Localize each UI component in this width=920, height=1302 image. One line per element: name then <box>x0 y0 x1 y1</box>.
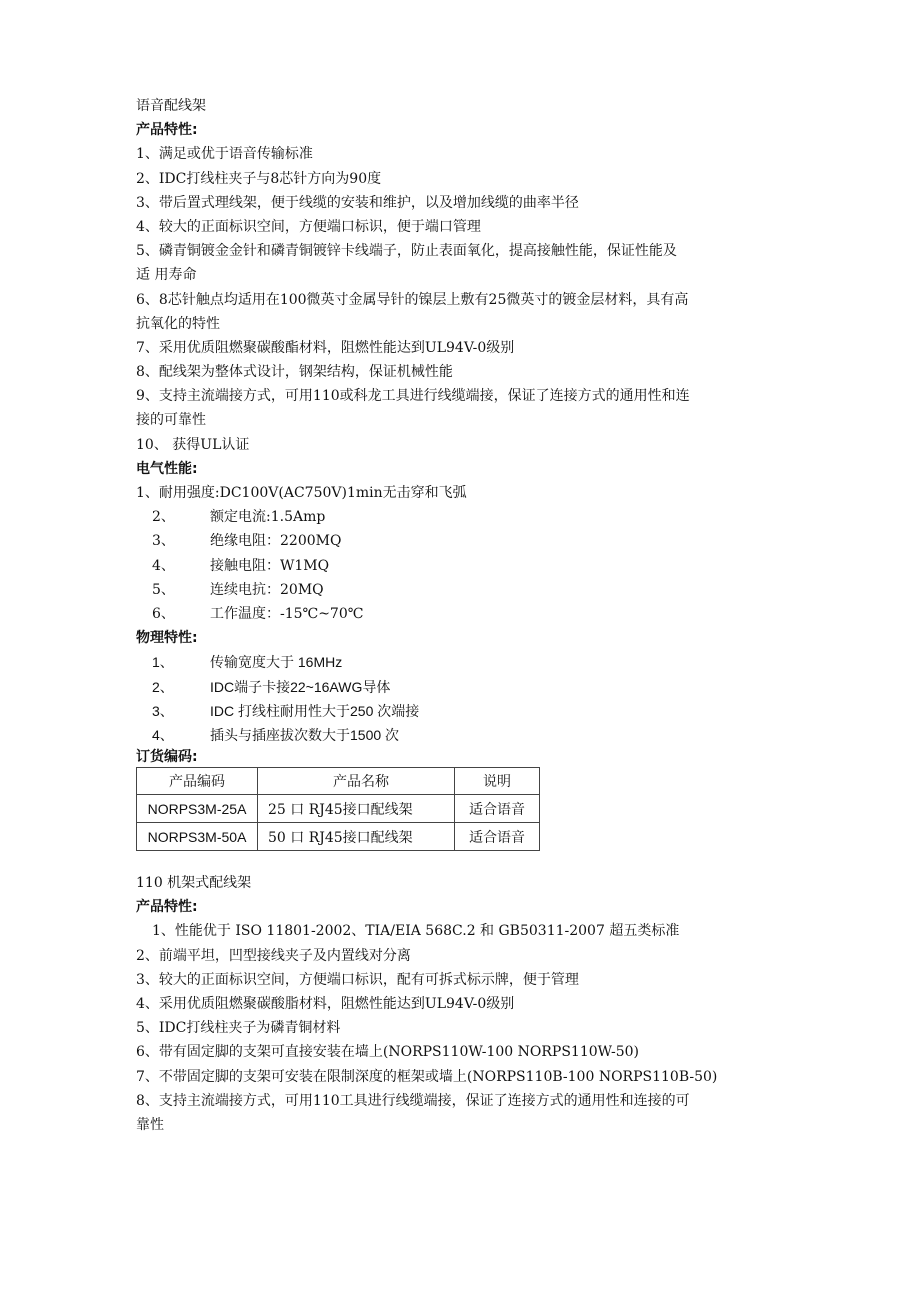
feature-line: 7、采用优质阻燃聚碳酸酯材料，阻燃性能达到UL94V-0级别 <box>136 339 515 356</box>
feature-line: 抗氧化的特性 <box>136 315 220 332</box>
item-text: 接触电阻：W1MQ <box>210 557 330 574</box>
item-text: IDC 打线柱耐用性大于250 次端接 <box>210 702 420 719</box>
item-number: 3、 <box>152 533 175 550</box>
section-title: 110 机架式配线架 <box>136 875 252 892</box>
physical-line <box>136 650 796 674</box>
feature-line: 7、不带固定脚的支架可安装在限制深度的框架或墙上(NORPS110B-100 NORPS110B-50) <box>136 1068 718 1085</box>
table-cell: 50 口 RJ45接口配线架 <box>258 823 455 851</box>
physical-line <box>136 699 796 723</box>
table-cell: NORPS3M-25A <box>137 795 258 823</box>
feature-line: 2、IDC打线柱夹子与8芯针方向为90度 <box>136 170 382 187</box>
order-heading: 订货编码: <box>136 749 198 766</box>
feature-line: 8、配线架为整体式设计，钢架结构，保证机械性能 <box>136 364 453 381</box>
table-header-cell: 产品编码 <box>137 768 258 795</box>
order-table <box>136 767 540 851</box>
feature-line: 9、支持主流端接方式，可用110或科龙工具进行线缆端接，保证了连接方式的通用性和连 <box>136 388 690 405</box>
table-cell: NORPS3M-50A <box>137 823 258 851</box>
feature-line: 4、采用优质阻燃聚碳酸脂材料，阻燃性能达到UL94V-0级别 <box>136 996 515 1012</box>
features-heading: 产品特性: <box>136 122 198 139</box>
table-cell: 适合语音 <box>455 823 540 851</box>
item-number: 2、 <box>152 678 174 695</box>
table-row <box>137 823 540 851</box>
feature-line: 5、IDC打线柱夹子为磷青铜材料 <box>136 1020 341 1037</box>
table-header-row <box>137 768 540 795</box>
electrical-line <box>136 529 796 553</box>
item-text: 工作温度：-15℃~70℃ <box>210 605 364 622</box>
item-number: 4、 <box>152 557 175 574</box>
item-number: 3、 <box>152 702 174 719</box>
feature-line: 6、8芯针触点均适用在100微英寸金属导针的镍层上敷有25微英寸的镀金层材料，具有高 <box>136 291 689 308</box>
item-number: 2、 <box>152 509 175 526</box>
item-number: 5、 <box>152 581 175 598</box>
feature-line: 靠性 <box>136 1116 164 1133</box>
electrical-line <box>136 602 796 626</box>
features-heading: 产品特性: <box>136 899 198 916</box>
feature-line: 接的可靠性 <box>136 412 206 429</box>
item-text: 绝缘电阻：2200MQ <box>210 533 342 550</box>
feature-line: 6、带有固定脚的支架可直接安装在墙上(NORPS110W-100 NORPS110W-50) <box>136 1044 640 1061</box>
table-cell: 适合语音 <box>455 795 540 823</box>
item-text: 插头与插座拔次数大于1500 次 <box>210 726 400 743</box>
feature-line: 8、支持主流端接方式，可用110工具进行线缆端接，保证了连接方式的通用性和连接的可 <box>136 1092 690 1109</box>
physical-line <box>136 723 796 747</box>
physical-heading: 物理特性: <box>136 630 198 647</box>
section-title: 语音配线架 <box>136 98 206 114</box>
table-cell: 25 口 RJ45接口配线架 <box>258 795 455 823</box>
table-header-cell: 说明 <box>455 768 540 795</box>
feature-line: 10、 获得UL认证 <box>136 436 250 453</box>
electrical-heading: 电气性能: <box>136 460 198 477</box>
item-text: IDC端子卡接22~16AWG导体 <box>210 678 391 695</box>
electrical-line <box>136 578 796 602</box>
physical-line <box>136 675 796 699</box>
item-text: 连续电抗：20MQ <box>210 581 324 598</box>
feature-line: 适 用寿命 <box>136 267 197 284</box>
feature-line: 1、性能优于 ISO 11801-2002、TIA/EIA 568C.2 和 GB50311-2007 超五类标准 <box>152 923 680 940</box>
document-page <box>136 94 796 1137</box>
electrical-line <box>136 505 796 529</box>
feature-line: 3、较大的正面标识空间，方便端口标识，配有可拆式标示牌，便于管理 <box>136 971 579 988</box>
feature-line: 5、磷青铜镀金金针和磷青铜镀锌卡线端子，防止表面氧化，提高接触性能，保证性能及 <box>136 243 677 260</box>
feature-line: 3、带后置式理线架，便于线缆的安装和维护，以及增加线缆的曲率半径 <box>136 194 579 211</box>
section-spacer <box>136 851 796 871</box>
electrical-line: 1、耐用强度:DC100V(AC750V)1min无击穿和飞弧 <box>136 485 467 501</box>
item-number: 4、 <box>152 726 174 743</box>
item-text: 额定电流:1.5Amp <box>210 509 326 526</box>
electrical-line <box>136 554 796 578</box>
table-row <box>137 795 540 823</box>
feature-line: 4、较大的正面标识空间，方便端口标识，便于端口管理 <box>136 218 481 235</box>
item-text: 传输宽度大于 16MHz <box>210 654 343 671</box>
table-header-cell: 产品名称 <box>258 768 455 795</box>
item-number: 6、 <box>152 605 175 622</box>
item-number: 1、 <box>152 654 174 671</box>
feature-line: 1、满足或优于语音传输标准 <box>136 146 313 163</box>
feature-line: 2、前端平坦，凹型接线夹子及内置线对分离 <box>136 947 411 964</box>
